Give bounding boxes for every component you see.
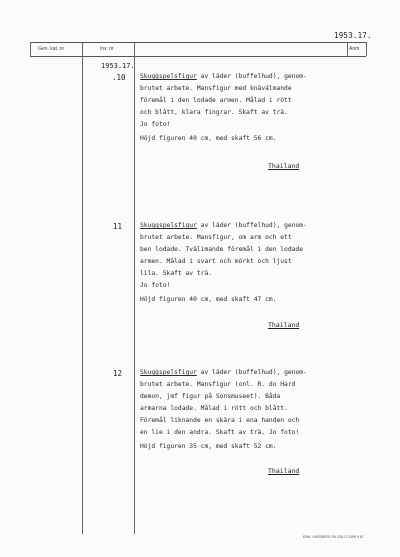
entry-line: Skuggspelsfigur av läder (buffelhud), genom- xyxy=(140,369,307,376)
entry-inv-number: 12 xyxy=(113,369,123,378)
column-divider-3 xyxy=(134,42,135,534)
entry-line: Skuggspelsfigur av läder (buffelhud), genom- xyxy=(140,222,307,229)
entry-line: brutet arbete. Mansfigur med knäválmande xyxy=(140,85,292,92)
entry-line: Höjd figuren 40 cm, med skaft 56 cm. xyxy=(140,135,277,142)
entry-line: ben lodade. Tvälimande föremål i den lodade xyxy=(140,246,304,253)
entry-line: Jo foto! xyxy=(140,121,171,128)
entry-line: brutet arbete. Mansfigur, om arm och ett xyxy=(140,234,292,241)
entry-place: Thailand xyxy=(268,467,300,475)
entry-line: armen. Målad i svart och mörkt och ljust xyxy=(140,258,292,265)
entry-line: Höjd figuren 35 cm, med skaft 52 cm. xyxy=(140,443,277,450)
entry-line: Föremål liknande en skära i ena handen och xyxy=(140,417,300,424)
column-divider-1 xyxy=(30,42,31,56)
header-top-rule xyxy=(30,42,366,43)
entry-line: Höjd figuren 40 cm, med skaft 47 cm. xyxy=(140,296,277,303)
header-gen-kat: Gen. kat. nr xyxy=(38,46,65,52)
catalog-number: 1953.17. xyxy=(334,31,372,40)
entry-line: demon, jmf figur på Sonsmuseet). Båda xyxy=(140,393,281,400)
entry-inv-number: .10 xyxy=(112,73,126,82)
header-anm: Anm. xyxy=(349,46,361,52)
entry-line: Jo foto! xyxy=(140,282,171,289)
entry-line: och blått, klara fingrar. Skaft av trä. xyxy=(140,109,288,116)
column-divider-4 xyxy=(347,42,348,56)
entry-line: Skuggspelsfigur av läder (buffelhud), genom- xyxy=(140,73,307,80)
header-inv: Inv. nr xyxy=(100,46,114,52)
entry-year: 1953.17. xyxy=(101,62,135,70)
entry-line: armarna lodade. Målad i rött och blått. xyxy=(140,405,288,412)
entry-line: lila. Skaft av trä. xyxy=(140,270,213,277)
entry-line: föremål i den lodade armen. Målad i rött xyxy=(140,97,292,104)
column-divider-5 xyxy=(366,42,367,56)
entry-inv-number: 11 xyxy=(113,222,123,231)
entry-line: brutet arbete. Mansfigur (onl. R. do Hard xyxy=(140,381,296,388)
print-footer: EMIL VIKSBERG PA OSLO 3399 9 67 xyxy=(303,535,364,539)
column-divider-2 xyxy=(82,42,83,534)
entry-place: Thailand xyxy=(268,321,300,329)
entry-place: Thailand xyxy=(268,162,300,170)
entry-line: en lie i den andra. Skaft av trä. Jo foto! xyxy=(140,429,300,436)
header-bottom-rule xyxy=(30,56,366,57)
